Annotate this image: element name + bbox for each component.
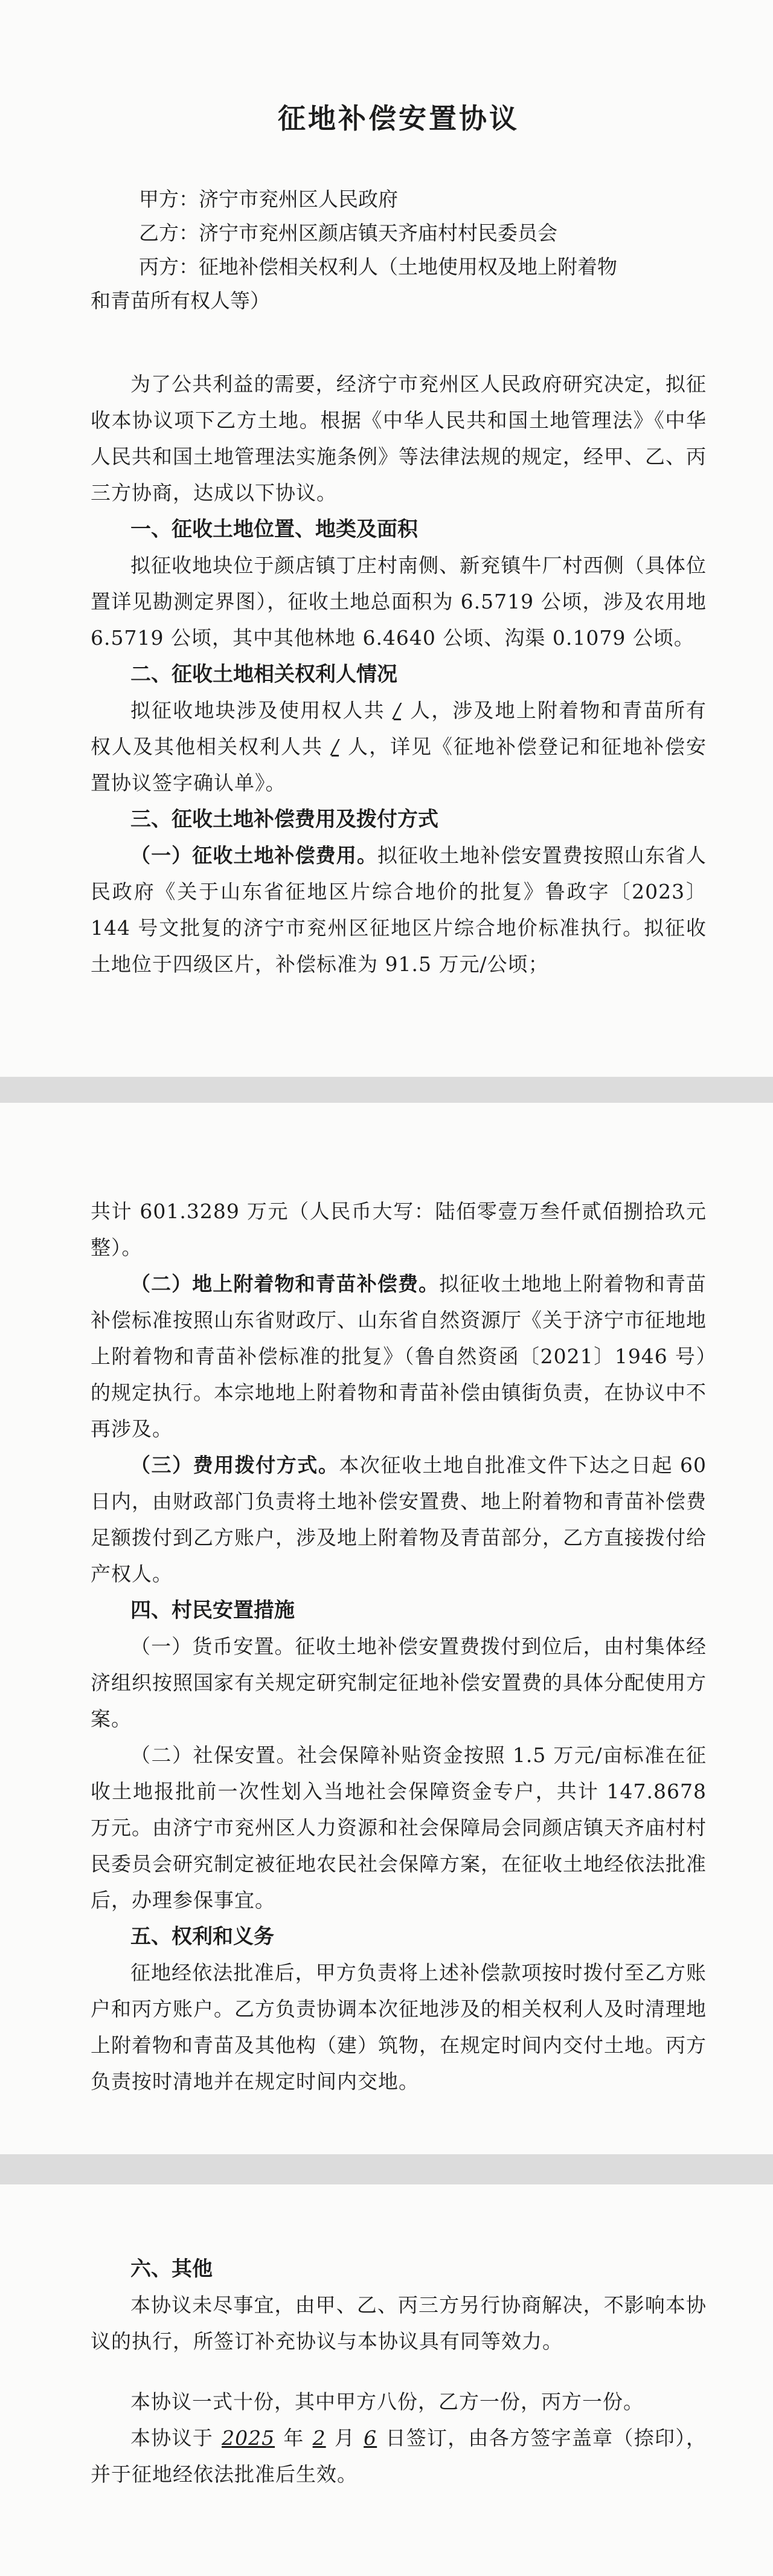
- section-3-item-1-continued: 共计 601.3289 万元（人民币大写：陆佰零壹万叁仟贰佰捌拾玖元整）。: [91, 1199, 707, 1259]
- section-1-heading: 一、征收土地位置、地类及面积: [130, 517, 418, 541]
- section-3-item-3: [91, 1447, 707, 1592]
- section-3-heading: 三、征收土地补偿费用及拨付方式: [130, 807, 438, 831]
- section-3-item-1-text: 拟征收土地补偿安置费按照山东省人民政府《关于山东省征地区片综合地价的批复》鲁政字〔2023〕144 号文批复的济宁市兖州区征地区片综合地价标准执行。拟征收土地位于四级区片，补偿标准为 91.5 万元/公顷；: [91, 844, 707, 976]
- section-2-text-pre: 拟征收地块涉及使用权人共: [130, 699, 385, 722]
- party-c-continued: 和青苗所有权人等）: [91, 289, 270, 312]
- signing-date-month-unit: 月: [334, 2426, 356, 2450]
- handwritten-blank-2: /: [331, 735, 339, 758]
- page-gap: [0, 1077, 773, 1103]
- section-2-heading: 二、征收土地相关权利人情况: [130, 662, 397, 686]
- section-1-body: 拟征收地块位于颜店镇丁庄村南侧、新兖镇牛厂村西侧（具体位置详见勘测定界图），征收土地总面积为 6.5719 公顷，涉及农用地 6.5719 公顷，其中其他林地 6.4640 公顷、沟渠 0.1079 公顷。: [91, 554, 707, 650]
- party-a: 甲方：济宁市兖州区人民政府: [139, 187, 398, 211]
- section-3-item-2-text: 拟征收土地地上附着物和青苗补偿标准按照山东省财政厅、山东省自然资源厅《关于济宁市征地地上附着物和青苗补偿标准的批复》（鲁自然资函〔2021〕1946 号）的规定执行。本宗地地上附着物和青苗补偿由镇街负责，在协议中不再涉及。: [91, 1272, 707, 1441]
- section-3-item-3-text: 本次征收土地自批准文件下达之日起 60 日内，由财政部门负责将土地补偿安置费、地上附着物和青苗补偿费足额拨付到乙方账户，涉及地上附着物及青苗部分，乙方直接拨付给产权人。: [91, 1453, 707, 1586]
- section-3-item-1: [91, 838, 707, 983]
- section-2-text-mid: 人，涉及地上附着物和青苗所有权人及其他相关权利人共: [91, 699, 707, 758]
- section-3-item-3-label: （三）费用拨付方式。: [130, 1453, 339, 1477]
- handwritten-day: 6: [364, 2426, 377, 2450]
- party-c: 丙方：征地补偿相关权利人（土地使用权及地上附着物: [139, 255, 617, 279]
- section-3-item-1-label: （一）征收土地补偿费用。: [130, 844, 377, 867]
- intro-paragraph: 为了公共利益的需要，经济宁市兖州区人民政府研究决定，拟征收本协议项下乙方土地。根据《中华人民共和国土地管理法》《中华人民共和国土地管理法实施条例》等法律法规的规定，经甲、乙、丙三方协商，达成以下协议。: [91, 372, 707, 505]
- party-b: 乙方：济宁市兖州区颜店镇天齐庙村村民委员会: [139, 221, 557, 245]
- section-2-text-post: 人，详见《征地补偿登记和征地补偿安置协议签字确认单》。: [91, 735, 707, 795]
- section-5-body: 征地经依法批准后，甲方负责将上述补偿款项按时拨付至乙方账户和丙方账户。乙方负责协调本次征地涉及的相关权利人及时清理地上附着物和青苗及其他构（建）筑物，在规定时间内交付土地。丙方负责按时清地并在规定时间内交地。: [91, 1961, 707, 2093]
- section-3-item-2: [91, 1266, 707, 1447]
- handwritten-month: 2: [312, 2426, 326, 2450]
- section-4-heading: 四、村民安置措施: [130, 1598, 295, 1622]
- document-page-2: [0, 1103, 773, 2154]
- section-6-item-3: [91, 2420, 707, 2493]
- handwritten-blank-1: /: [393, 699, 401, 722]
- section-6-item-1: 本协议未尽事宜，由甲、乙、丙三方另行协商解决，不影响本协议的执行，所签订补充协议与本协议具有同等效力。: [91, 2293, 707, 2353]
- signing-date-post: 日签订，由各方签字盖章（捺印），并于征地经依法批准后生效。: [91, 2426, 707, 2486]
- document-title: 征地补偿安置协议: [278, 102, 519, 135]
- section-4-item-1: （一）货币安置。征收土地补偿安置费拨付到位后，由村集体经济组织按照国家有关规定研究制定征地补偿安置费的具体分配使用方案。: [91, 1635, 707, 1731]
- signing-date-year-unit: 年: [283, 2426, 304, 2450]
- section-6-item-2: 本协议一式十份，其中甲方八份，乙方一份，丙方一份。: [130, 2390, 644, 2413]
- section-4-item-2: （二）社保安置。社会保障补贴资金按照 1.5 万元/亩标准在征收土地报批前一次性划入当地社会保障资金专户，共计 147.8678 万元。由济宁市兖州区人力资源和社会保障局会同颜店镇天齐庙村村民委员会研究制定被征地农民社会保障方案，在征收土地经依法批准后，办理参保事宜。: [91, 1743, 707, 1912]
- signing-date-pre: 本协议于: [130, 2426, 214, 2450]
- section-2-body: [91, 692, 707, 801]
- page-gap: [0, 2154, 773, 2184]
- section-3-item-2-label: （二）地上附着物和青苗补偿费。: [130, 1272, 440, 1296]
- handwritten-year: 2025: [222, 2426, 275, 2450]
- section-5-heading: 五、权利和义务: [130, 1925, 274, 1949]
- document-page-3: [0, 2184, 773, 2576]
- document-page-1: [0, 0, 773, 1077]
- section-6-heading: 六、其他: [130, 2257, 213, 2281]
